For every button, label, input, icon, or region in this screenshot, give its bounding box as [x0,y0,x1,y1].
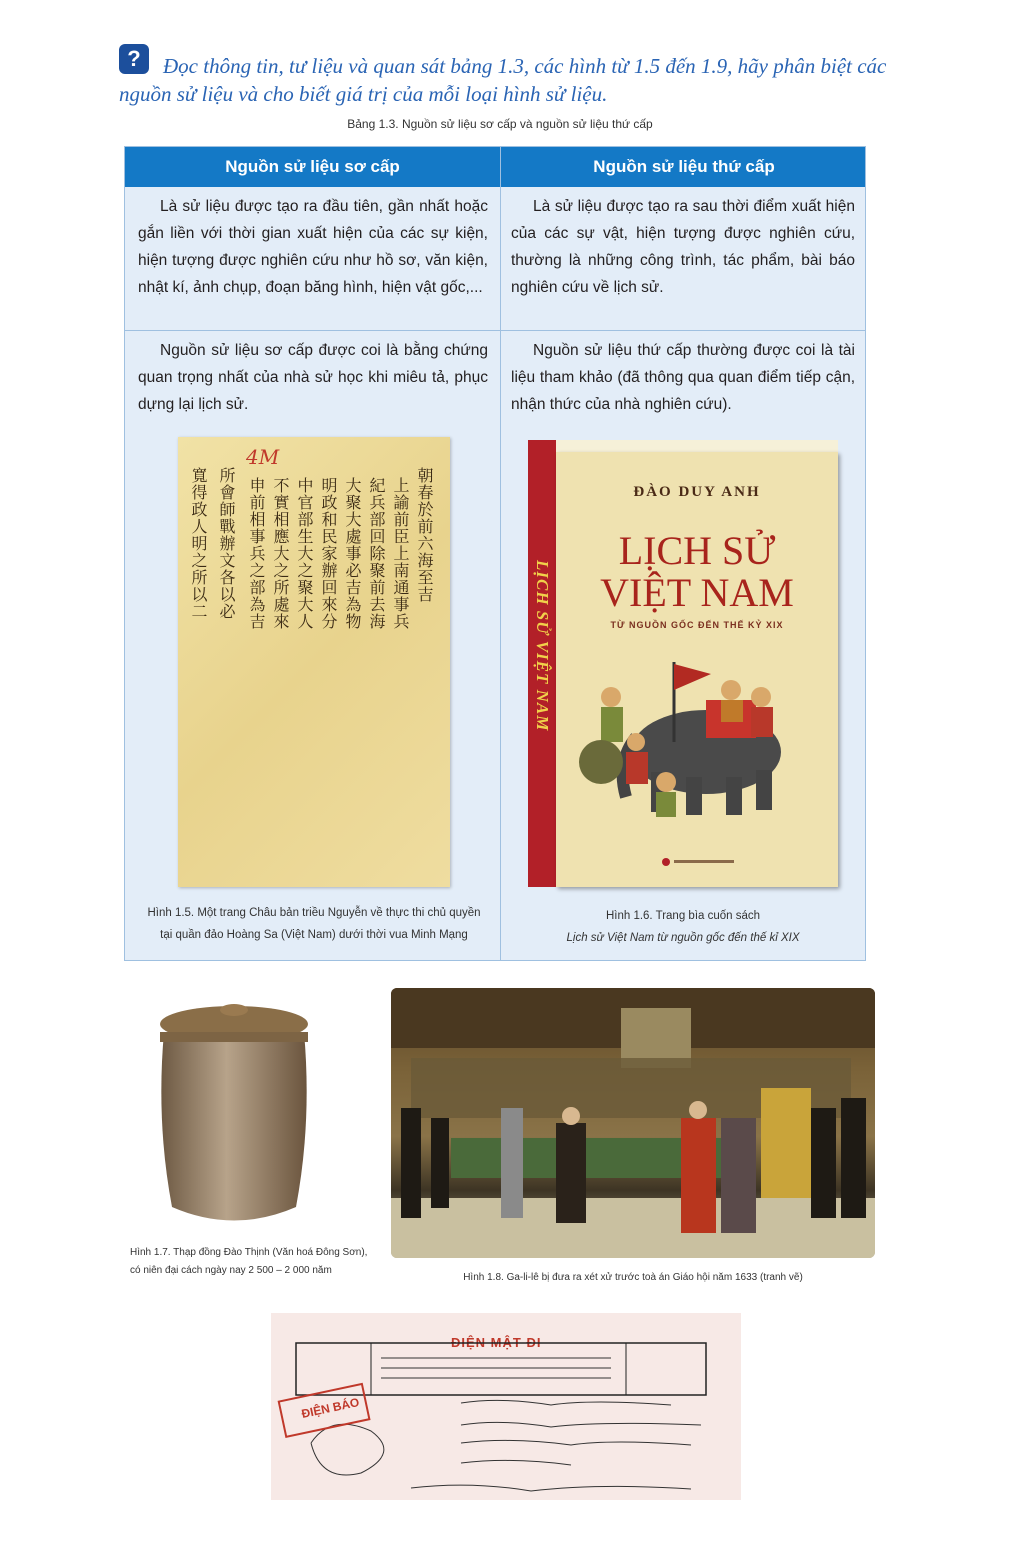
telegram-header: ĐIỆN MẬT ĐI [451,1335,542,1350]
manuscript-column: 所會師戰辦文各以必 [217,467,236,620]
manuscript-red-mark: 4M [246,445,280,469]
figure-caption-1-7 [130,1244,370,1280]
cell-primary-value: Nguồn sử liệu sơ cấp được coi là bằng chứng quan trọng nhất của nhà sử học khi miêu tả, phục dựng lại lịch sử. [138,342,488,413]
header-primary-source: Nguồn sử liệu sơ cấp [225,157,400,176]
book-cover [556,452,838,887]
figure-caption-1-6 [500,905,866,949]
caption-line: Lịch sử Việt Nam từ nguồn gốc đến thế kỉ XIX [566,932,800,944]
table-header-row [125,147,865,187]
caption-line: Hình 1.7. Thạp đồng Đào Thịnh (Văn hoá Đông Sơn), [130,1247,368,1258]
book-title-line: LỊCH SỬ [618,528,776,573]
manuscript-column: 紀兵部回除聚前去海 [367,477,386,630]
figure-caption-1-5 [128,902,500,946]
book-subtitle: TỪ NGUỒN GỐC ĐẾN THẾ KỶ XIX [610,620,784,630]
telegram-stamp: ĐIỆN BÁO [300,1395,361,1421]
book-spine [528,440,556,887]
caption-line: Hình 1.6. Trang bìa cuốn sách [605,910,761,922]
figure-caption-1-8: Hình 1.8. Ga-li-lê bị đưa ra xét xử trước toà án Giáo hội năm 1633 (tranh vẽ) [463,1272,803,1283]
manuscript-column: 上諭前臣上南通事兵 [391,477,410,630]
question-mark-icon: ? [119,44,149,74]
question-text: Đọc thông tin, tư liệu và quan sát bảng 1.3, các hình từ 1.5 đến 1.9, hãy phân biệt các nguồn sử liệu và cho biết giá trị của mỗi loại hình sử liệu. [119,54,887,106]
manuscript-column: 中官部生大之聚大人 [295,477,314,630]
manuscript-column: 大聚大處事必吉為物 [343,477,362,630]
book-spine-title: LỊCH SỬ VIỆT NAM [533,560,552,732]
galileo-trial-painting [391,988,875,1258]
book-author: ĐÀO DUY ANH [633,484,761,500]
caption-line: tại quần đảo Hoàng Sa (Việt Nam) dưới thời vua Minh Mạng [160,929,468,941]
manuscript-column: 寬得政人明之所以二 [189,467,208,620]
header-secondary-source: Nguồn sử liệu thứ cấp [593,157,775,176]
book-title-line: VIỆT NAM [600,570,794,615]
cell-secondary-definition: Là sử liệu được tạo ra sau thời điểm xuất hiện của các sự vật, hiện tượng được nghiên cứu, thường là những công trình, tác phẩm, bài báo nghiên cứu về lịch sử. [511,198,855,296]
table-caption: Bảng 1.3. Nguồn sử liệu sơ cấp và nguồn sử liệu thứ cấp [347,117,653,131]
column-divider [500,147,501,960]
bronze-jar-image [152,1002,316,1232]
secret-telegram-image [271,1313,741,1500]
caption-line: có niên đại cách ngày nay 2 500 – 2 000 năm [130,1265,332,1276]
manuscript-column: 朝春於前六海至吉 [415,467,434,603]
book-top-edge [538,440,838,452]
cell-secondary-value: Nguồn sử liệu thứ cấp thường được coi là tài liệu tham khảo (đã thông qua quan điểm tiếp cận, nhận thức của nhà nghiên cứu). [511,342,855,413]
cell-primary-definition: Là sử liệu được tạo ra đầu tiên, gần nhất hoặc gắn liền với thời gian xuất hiện của các sự kiện, hiện tượng được nghiên cứu như hồ sơ, văn kiện, nhật kí, ảnh chụp, đoạn băng hình, hiện vật gốc,... [138,198,488,296]
manuscript-column: 明政和民家辦回來分 [319,477,338,630]
manuscript-column: 不實相應大之所處來 [271,477,290,630]
manuscript-image [178,437,450,887]
row-divider [125,330,865,331]
caption-line: Hình 1.5. Một trang Châu bản triều Nguyễn về thực thi chủ quyền [147,907,481,919]
battle-illustration [556,452,838,887]
manuscript-column: 申前相事兵之部為吉 [247,477,266,630]
